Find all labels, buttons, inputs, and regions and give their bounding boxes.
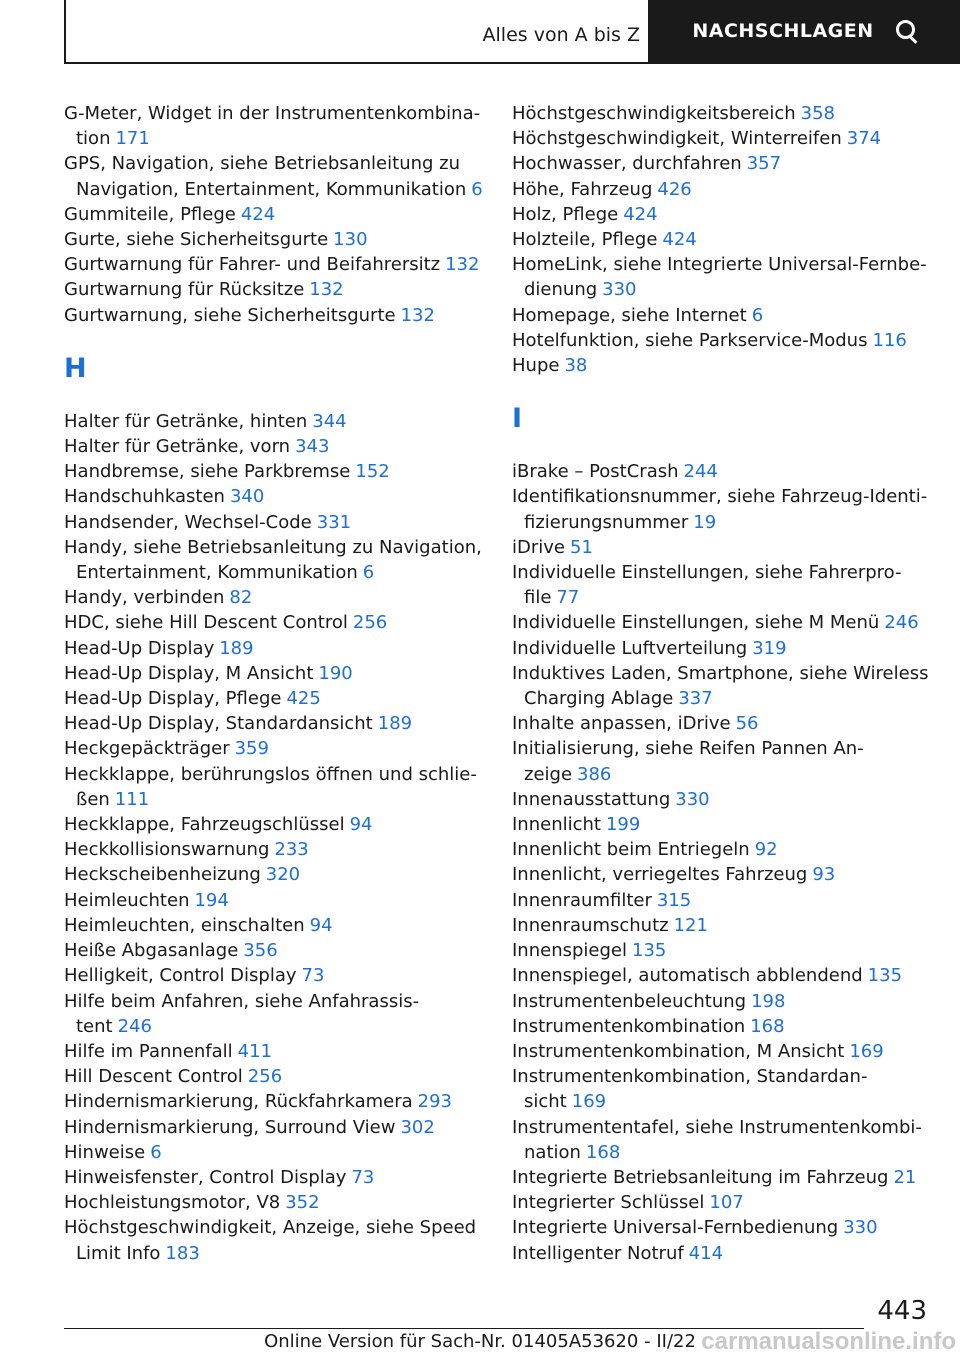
entry-text: Hochleistungsmotor, V8 <box>64 1192 281 1214</box>
page-link[interactable]: 356 <box>243 940 278 962</box>
entry-text: Homepage, siehe Internet <box>512 304 747 326</box>
entry-text: Initialisierung, siehe Reifen Pannen An-zeige <box>512 738 864 785</box>
page-link[interactable]: 135 <box>867 965 903 987</box>
page-link[interactable]: 194 <box>194 889 229 911</box>
page-link[interactable]: 94 <box>309 914 333 936</box>
entry-text: iBrake – PostCrash <box>512 461 679 483</box>
index-entry <box>64 711 484 736</box>
page-link[interactable]: 21 <box>893 1166 917 1188</box>
entry-text: Induktives Laden, Smartphone, siehe Wireless Charging Ablage <box>512 662 929 710</box>
page-link[interactable]: 190 <box>318 662 353 684</box>
page-link[interactable]: 340 <box>229 486 265 508</box>
index-entry <box>64 434 484 459</box>
page-link[interactable]: 38 <box>564 355 588 377</box>
page-link[interactable]: 357 <box>746 153 782 175</box>
index-entry <box>512 1064 932 1114</box>
entry-text: Helligkeit, Control Display <box>64 965 297 987</box>
page-link[interactable]: 246 <box>117 1015 152 1037</box>
entry-text: Head-Up Display, M Ansicht <box>64 662 314 684</box>
entry-text: Innenspiegel <box>512 940 627 962</box>
page-link[interactable]: 358 <box>800 103 835 124</box>
index-entry <box>64 252 484 277</box>
index-entry <box>64 510 484 535</box>
entry-text: Handy, siehe Betriebsanleitung zu Navigation, Entertainment, Kommunikation <box>64 536 482 584</box>
entry-text: Hinweisfenster, Control Display <box>64 1166 347 1188</box>
index-entry <box>512 711 932 736</box>
entry-text: Hindernismarkierung, Surround View <box>64 1116 396 1138</box>
index-entry <box>64 1165 484 1190</box>
index-entry <box>64 585 484 610</box>
page-link[interactable]: 132 <box>309 279 344 301</box>
footer-text: Online Version für Sach-Nr. 01405A53620 - II/22 <box>264 1331 696 1352</box>
entry-text: Gurte, siehe Sicherheitsgurte <box>64 229 329 251</box>
index-entry <box>512 837 932 862</box>
entry-text: Gummiteile, Pflege <box>64 203 236 225</box>
index-entry <box>512 1115 932 1165</box>
page-link[interactable]: 330 <box>843 1217 878 1239</box>
index-entry <box>64 1140 484 1165</box>
index-column-right <box>512 101 932 1266</box>
entry-text: Gurtwarnung, siehe Sicherheitsgurte <box>64 304 396 326</box>
page-link[interactable]: 73 <box>301 965 325 987</box>
index-entry <box>512 560 932 610</box>
page-link[interactable]: 93 <box>812 864 836 886</box>
entry-text: Innenlicht, verriegeltes Fahrzeug <box>512 864 808 886</box>
index-entry <box>64 1190 484 1215</box>
index-entry <box>64 888 484 913</box>
entry-text: Head-Up Display <box>64 637 215 659</box>
entry-text: Heiße Abgasanlage <box>64 940 239 962</box>
index-entry <box>512 328 932 353</box>
page-link[interactable]: 198 <box>751 990 786 1012</box>
index-entry <box>64 1064 484 1089</box>
page-link[interactable]: 56 <box>735 713 759 735</box>
index-entry <box>512 913 932 938</box>
index-entry <box>64 636 484 661</box>
page-link[interactable]: 344 <box>312 410 347 432</box>
page-link[interactable]: 424 <box>662 229 697 251</box>
index-entry <box>64 409 484 434</box>
index-entry <box>512 938 932 963</box>
index-entry <box>64 686 484 711</box>
page-link[interactable]: 92 <box>754 839 778 861</box>
page-link[interactable]: 135 <box>632 940 667 962</box>
page-link[interactable]: 121 <box>673 914 708 936</box>
page-link[interactable]: 132 <box>400 304 435 326</box>
entry-text: HDC, siehe Hill Descent Control <box>64 612 348 634</box>
entry-text: Hinweise <box>64 1141 146 1163</box>
entry-text: Individuelle Einstellungen, siehe Fahrerpro-file <box>512 562 902 609</box>
entry-text: Holzteile, Pflege <box>512 229 658 251</box>
page-link[interactable]: 320 <box>265 864 301 886</box>
entry-text: Identifikationsnummer, siehe Fahrzeug-Identi-fizierungsnummer <box>512 486 928 533</box>
page-link[interactable]: 199 <box>605 814 641 836</box>
tab-label: NACHSCHLAGEN <box>692 20 874 42</box>
page-link[interactable]: 169 <box>849 1040 884 1062</box>
entry-text: Instrumentenkombination, Standardan-sicht <box>512 1066 868 1113</box>
index-entry <box>512 1039 932 1064</box>
entry-text: Höchstgeschwindigkeit, Winterreifen <box>512 128 842 150</box>
page-link[interactable]: 130 <box>333 229 368 251</box>
entry-text: Höhe, Fahrzeug <box>512 178 653 200</box>
entry-text: Innenspiegel, automatisch abblendend <box>512 965 863 987</box>
index-entry <box>64 736 484 761</box>
entry-text: Heckkollisionswarnung <box>64 839 270 861</box>
entry-text: Handbremse, siehe Parkbremse <box>64 461 351 483</box>
index-entry <box>512 101 932 126</box>
page-link[interactable]: 19 <box>693 511 717 533</box>
index-entry <box>512 1241 932 1266</box>
watermark-logo: carmanualsonline.info <box>701 1328 956 1355</box>
entry-text: Gurtwarnung für Rücksitze <box>64 279 305 301</box>
index-entry <box>64 1115 484 1140</box>
entry-text: G-Meter, Widget in der Instrumentenkombina-tion <box>64 103 481 150</box>
page-link[interactable]: 331 <box>316 511 352 533</box>
index-entry <box>64 1215 484 1265</box>
page-link[interactable]: 425 <box>286 688 321 710</box>
page-link[interactable]: 414 <box>688 1242 724 1264</box>
search-icon[interactable] <box>896 20 918 42</box>
entry-text: Heimleuchten, einschalten <box>64 914 305 936</box>
page-link[interactable]: 330 <box>602 279 637 301</box>
page-link[interactable]: 426 <box>657 178 692 200</box>
index-entry <box>512 303 932 328</box>
index-entry <box>512 661 932 711</box>
index-entry <box>64 913 484 938</box>
entry-text: Halter für Getränke, hinten <box>64 410 308 432</box>
index-entry <box>512 787 932 812</box>
page-link[interactable]: 233 <box>274 839 309 861</box>
section-letter: H <box>64 352 87 384</box>
entry-text: Heckklappe, Fahrzeugschlüssel <box>64 814 345 836</box>
index-entry <box>512 177 932 202</box>
index-entry <box>512 636 932 661</box>
index-entry <box>64 963 484 988</box>
page-link[interactable]: 246 <box>884 612 919 634</box>
page-link[interactable]: 359 <box>234 738 269 760</box>
entry-text: Integrierte Betriebsanleitung im Fahrzeug <box>512 1166 889 1188</box>
entry-text: Head-Up Display, Standardansicht <box>64 713 373 735</box>
index-entry <box>512 989 932 1014</box>
entry-text: GPS, Navigation, siehe Betriebsanleitung zu Navigation, Entertainment, Kommunikation <box>64 153 467 200</box>
index-entry <box>64 938 484 963</box>
index-entry <box>64 151 484 201</box>
entry-text: Innenlicht beim Entriegeln <box>512 839 750 861</box>
entry-text: Innenraumfilter <box>512 889 652 911</box>
page-link[interactable]: 168 <box>585 1141 621 1163</box>
index-entry <box>64 484 484 509</box>
index-entry <box>512 1165 932 1190</box>
page-number: 443 <box>877 1296 927 1326</box>
entry-text: Hupe <box>512 355 560 377</box>
page-link[interactable]: 293 <box>417 1091 453 1113</box>
page-link[interactable]: 6 <box>362 562 375 584</box>
index-entry <box>512 862 932 887</box>
page-link[interactable]: 374 <box>846 128 882 150</box>
index-entry <box>64 812 484 837</box>
index-entry <box>512 459 932 484</box>
index-entry <box>64 277 484 302</box>
index-entry <box>512 484 932 534</box>
page-link[interactable]: 330 <box>675 788 710 810</box>
page-link[interactable]: 6 <box>751 304 764 326</box>
index-entry <box>512 610 932 635</box>
entry-text: Integrierter Schlüssel <box>512 1192 705 1214</box>
page-link[interactable]: 319 <box>752 637 787 659</box>
entry-text: Handsender, Wechsel-Code <box>64 511 312 533</box>
index-entry <box>64 862 484 887</box>
index-entry <box>512 888 932 913</box>
index-entry <box>64 837 484 862</box>
index-entry <box>64 459 484 484</box>
page-link[interactable]: 107 <box>709 1192 744 1214</box>
section-letter: I <box>512 403 523 435</box>
entry-text: Hochwasser, durchfahren <box>512 153 742 175</box>
index-entry <box>64 989 484 1039</box>
index-entry <box>64 661 484 686</box>
page-link[interactable]: 244 <box>683 461 718 483</box>
entry-text: Heimleuchten <box>64 889 190 911</box>
entry-text: Instrumentenbeleuchtung <box>512 990 747 1012</box>
index-entry <box>64 227 484 252</box>
entry-text: HomeLink, siehe Integrierte Universal-Fernbe-dienung <box>512 254 927 301</box>
index-entry <box>64 762 484 812</box>
page-link[interactable]: 82 <box>229 587 253 609</box>
page-link[interactable]: 169 <box>571 1091 607 1113</box>
entry-text: Hilfe im Pannenfall <box>64 1040 233 1062</box>
page-link[interactable]: 94 <box>349 814 373 836</box>
page-link[interactable]: 337 <box>678 688 713 710</box>
page-link[interactable]: 6 <box>150 1141 162 1163</box>
page-link[interactable]: 51 <box>570 536 593 558</box>
entry-text: Handschuhkasten <box>64 486 225 508</box>
page-link[interactable]: 6 <box>471 178 483 200</box>
page-link[interactable]: 352 <box>285 1192 320 1214</box>
index-entry <box>512 126 932 151</box>
entry-text: Holz, Pflege <box>512 203 619 225</box>
page-link[interactable]: 256 <box>247 1066 283 1088</box>
entry-text: Heckklappe, berührungslos öffnen und schlie-ßen <box>64 763 477 810</box>
index-entry <box>512 202 932 227</box>
entry-text: Instrumentenkombination, M Ansicht <box>512 1040 845 1062</box>
index-entry <box>512 1215 932 1240</box>
nachschlagen-tab[interactable] <box>650 0 960 62</box>
index-column-left <box>64 101 484 1266</box>
entry-text: Hill Descent Control <box>64 1066 243 1088</box>
page-link[interactable]: 386 <box>577 763 612 785</box>
entry-text: Intelligenter Notruf <box>512 1242 684 1264</box>
index-entry <box>512 227 932 252</box>
page-link[interactable]: 73 <box>351 1166 375 1188</box>
header-rule <box>64 62 960 64</box>
index-entry <box>512 535 932 560</box>
entry-text: Handy, verbinden <box>64 587 225 609</box>
entry-text: Innenlicht <box>512 814 601 836</box>
entry-text: Instrumententafel, siehe Instrumentenkombi-nation <box>512 1116 922 1163</box>
page-link[interactable]: 77 <box>556 587 580 609</box>
index-entry <box>64 1089 484 1114</box>
index-entry <box>64 101 484 151</box>
entry-text: Hindernismarkierung, Rückfahrkamera <box>64 1091 413 1113</box>
page-link[interactable]: 189 <box>377 713 413 735</box>
page-link[interactable]: 171 <box>115 128 150 150</box>
index-entry <box>512 353 932 378</box>
entry-text: Instrumentenkombination <box>512 1015 746 1037</box>
entry-text: Hilfe beim Anfahren, siehe Anfahrassis-tent <box>64 990 420 1037</box>
page-link[interactable]: 183 <box>165 1242 200 1264</box>
entry-text: Individuelle Luftverteilung <box>512 637 748 659</box>
entry-text: Innenraumschutz <box>512 914 669 936</box>
page-link[interactable]: 411 <box>237 1040 273 1062</box>
index-entry <box>512 736 932 786</box>
entry-text: Höchstgeschwindigkeitsbereich <box>512 103 796 124</box>
page-link[interactable]: 152 <box>355 461 390 483</box>
index-entry <box>512 151 932 176</box>
page-link[interactable]: 111 <box>114 788 150 810</box>
section-title: Alles von A bis Z <box>482 24 640 46</box>
index-entry <box>64 535 484 585</box>
entry-text: Inhalte anpassen, iDrive <box>512 713 731 735</box>
page-link[interactable]: 116 <box>872 329 907 351</box>
index-entry <box>64 202 484 227</box>
page-link[interactable]: 315 <box>656 889 692 911</box>
index-entry <box>512 1014 932 1039</box>
entry-text: Integrierte Universal-Fernbedienung <box>512 1217 839 1239</box>
entry-text: iDrive <box>512 536 565 558</box>
page-link[interactable]: 424 <box>240 203 276 225</box>
entry-text: Heckgepäckträger <box>64 738 230 760</box>
page-link[interactable]: 132 <box>445 254 480 276</box>
index-entry <box>64 610 484 635</box>
page-link[interactable]: 168 <box>750 1015 785 1037</box>
index-entry <box>64 303 484 328</box>
entry-text: Halter für Getränke, vorn <box>64 436 291 458</box>
entry-text: Individuelle Einstellungen, siehe M Menü <box>512 612 880 634</box>
page-link[interactable]: 424 <box>623 203 658 225</box>
index-entry <box>512 812 932 837</box>
entry-text: Innenausstattung <box>512 788 671 810</box>
index-entry <box>512 252 932 302</box>
entry-text: Gurtwarnung für Fahrer- und Beifahrersitz <box>64 254 441 276</box>
page-link[interactable]: 256 <box>352 612 388 634</box>
entry-text: Höchstgeschwindigkeit, Anzeige, siehe Speed Limit Info <box>64 1217 477 1264</box>
page-link[interactable]: 302 <box>400 1116 435 1138</box>
page-link[interactable]: 343 <box>295 436 330 458</box>
index-entry <box>512 1190 932 1215</box>
index-entry <box>64 1039 484 1064</box>
index-entry <box>512 963 932 988</box>
entry-text: Head-Up Display, Pflege <box>64 688 282 710</box>
page-link[interactable]: 189 <box>219 637 254 659</box>
entry-text: Hotelfunktion, siehe Parkservice-Modus <box>512 329 868 351</box>
entry-text: Heckscheibenheizung <box>64 864 261 886</box>
